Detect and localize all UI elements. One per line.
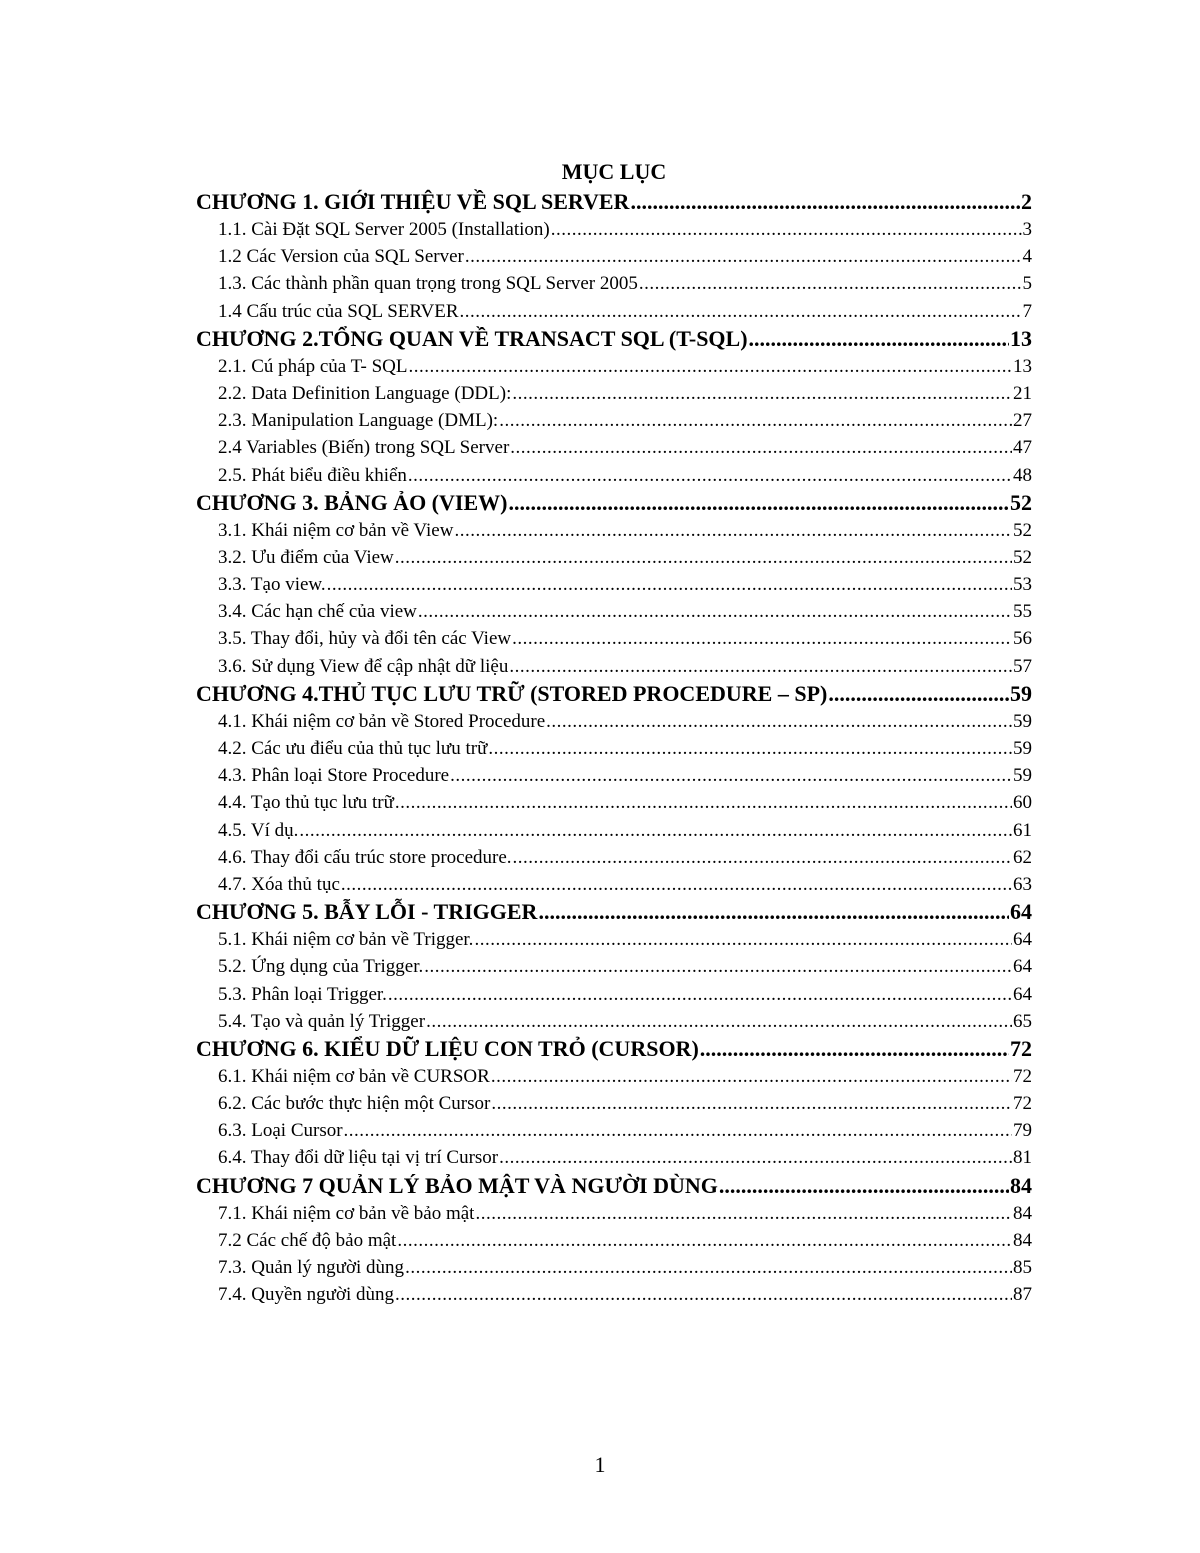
toc-section-title: 6.2. Các bước thực hiện một Cursor [218,1093,491,1115]
dot-leader [499,1144,1012,1171]
dot-leader [749,325,1009,353]
toc-section-entry[interactable] [196,1063,1032,1090]
dot-leader [512,380,1012,407]
toc-section-title: 5.3. Phân loại Trigger. [218,983,387,1005]
toc-section-page: 84 [1013,1229,1032,1251]
toc-section-entry[interactable] [196,517,1032,544]
dot-leader [327,571,1012,598]
toc-section-entry[interactable] [196,926,1032,953]
dot-leader [460,298,1022,325]
toc-chapter-page: 2 [1021,189,1032,214]
dot-leader [630,188,1020,216]
toc-chapter-entry[interactable] [196,325,1032,353]
toc-section-page: 62 [1013,846,1032,868]
toc-section-entry[interactable] [196,1254,1032,1281]
toc-section-entry[interactable] [196,762,1032,789]
toc-chapter-title: CHƯƠNG 1. GIỚI THIỆU VỀ SQL SERVER [196,189,630,214]
toc-section-page: 64 [1013,983,1032,1005]
table-of-contents [196,158,1032,1308]
toc-section-title: 4.3. Phân loại Store Procedure [218,765,450,787]
toc-section-title: 1.3. Các thành phần quan trọng trong SQL Server 2005 [218,273,638,295]
dot-leader [551,216,1022,243]
toc-section-title: 6.1. Khái niệm cơ bản về CURSOR [218,1065,490,1087]
toc-section-title: 3.4. Các hạn chế của view [218,601,417,623]
toc-chapter-page: 64 [1010,899,1032,925]
toc-section-page: 84 [1013,1202,1032,1224]
toc-section-entry[interactable] [196,789,1032,816]
toc-section-entry[interactable] [196,1281,1032,1308]
toc-section-entry[interactable] [196,953,1032,980]
toc-section-entry[interactable] [196,544,1032,571]
toc-section-title: 7.3. Quản lý người dùng [218,1257,405,1278]
toc-section-title: 4.4. Tạo thủ tục lưu trữ [218,792,394,814]
toc-section-page: 64 [1013,956,1032,978]
toc-chapter-entry[interactable] [196,680,1032,708]
toc-section-entry[interactable] [196,1008,1032,1035]
dot-leader [395,544,1012,571]
toc-section-entry[interactable] [196,298,1032,325]
toc-section-entry[interactable] [196,1227,1032,1254]
toc-section-entry[interactable] [196,380,1032,407]
toc-chapter-entry[interactable] [196,489,1032,517]
toc-title: MỤC LỤC [561,159,667,184]
toc-section-entry[interactable] [196,598,1032,625]
toc-chapter-title: CHƯƠNG 3. BẢNG ẢO (VIEW) [196,489,508,515]
toc-chapter-page: 84 [1010,1172,1032,1198]
toc-section-page: 85 [1013,1257,1032,1278]
dot-leader [491,1090,1012,1117]
toc-section-entry[interactable] [196,653,1032,680]
toc-chapter-title: CHƯƠNG 7 QUẢN LÝ BẢO MẬT VÀ NGƯỜI DÙNG [196,1172,718,1198]
dot-leader [700,1035,1009,1063]
toc-section-title: 6.4. Thay đổi dữ liệu tại vị trí Cursor [218,1147,499,1169]
dot-leader [828,680,1009,708]
toc-section-title: 1.4 Cấu trúc của SQL SERVER [218,300,459,322]
toc-section-title: 3.2. Ưu điểm của View [218,546,394,568]
toc-section-page: 59 [1013,710,1032,732]
dot-leader [510,434,1012,461]
dot-leader [408,462,1012,489]
toc-section-title: 3.3. Tạo view. [218,574,326,596]
toc-section-page: 72 [1013,1065,1032,1087]
toc-section-title: 3.6. Sử dụng View để cập nhật dữ liệu [218,655,509,677]
toc-section-page: 60 [1013,792,1032,814]
dot-leader [395,1281,1012,1308]
toc-section-page: 4 [1022,246,1032,268]
toc-section-entry[interactable] [196,817,1032,844]
toc-section-entry[interactable] [196,844,1032,871]
toc-section-entry[interactable] [196,871,1032,898]
toc-chapter-entry[interactable] [196,1035,1032,1063]
dot-leader [508,489,1009,517]
dot-leader [488,735,1012,762]
toc-section-entry[interactable] [196,571,1032,598]
toc-section-page: 72 [1013,1093,1032,1115]
toc-section-entry[interactable] [196,270,1032,297]
dot-leader [465,243,1022,270]
toc-section-page: 59 [1013,738,1032,759]
toc-section-title: 2.5. Phát biểu điều khiển [218,464,407,486]
dot-leader [397,1227,1012,1254]
toc-section-page: 87 [1013,1284,1032,1306]
toc-section-entry[interactable] [196,735,1032,762]
dot-leader [512,625,1012,652]
toc-section-title: 4.6. Thay đổi cấu trúc store procedure. [218,846,512,868]
toc-chapter-title: CHƯƠNG 5. BẪY LỖI - TRIGGER [196,899,538,925]
toc-section-title: 4.1. Khái niệm cơ bản về Stored Procedure [218,710,546,732]
toc-chapter-page: 13 [1010,325,1032,351]
toc-chapter-entry[interactable] [196,188,1032,216]
toc-chapter-page: 72 [1010,1035,1032,1061]
dot-leader [538,898,1009,926]
toc-section-entry[interactable] [196,1144,1032,1171]
toc-section-entry[interactable] [196,462,1032,489]
dot-leader [426,1008,1012,1035]
dot-leader [299,817,1012,844]
dot-leader [395,789,1012,816]
dot-leader [341,871,1012,898]
dot-leader [639,270,1022,297]
toc-section-title: 4.2. Các ưu điểu của thủ tục lưu trữ [218,738,488,759]
toc-section-title: 4.5. Ví dụ. [218,819,299,841]
toc-section-entry[interactable] [196,1117,1032,1144]
toc-section-page: 63 [1013,873,1032,895]
dot-leader [388,981,1012,1008]
toc-section-title: 1.2 Các Version của SQL Server [218,246,464,268]
toc-section-page: 56 [1013,628,1032,650]
toc-section-title: 4.7. Xóa thủ tục [218,873,340,895]
toc-section-title: 3.5. Thay đổi, hủy và đổi tên các View [218,628,512,650]
toc-section-page: 7 [1022,300,1032,322]
toc-section-page: 79 [1013,1120,1032,1142]
toc-section-title: 2.1. Cú pháp của T- SQL [218,355,408,377]
dot-leader [454,517,1012,544]
toc-body [196,188,1032,1308]
toc-section-page: 27 [1013,410,1032,432]
toc-section-title: 2.2. Data Definition Language (DDL): [218,382,512,404]
dot-leader [408,353,1012,380]
toc-chapter-title: CHƯƠNG 4.THỦ TỤC LƯU TRỮ (STORED PROCEDURE – SP) [196,680,828,706]
toc-section-entry[interactable] [196,1090,1032,1117]
toc-section-page: 65 [1013,1010,1032,1032]
toc-section-page: 21 [1013,382,1032,404]
toc-section-page: 61 [1013,819,1032,841]
toc-section-title: 7.1. Khái niệm cơ bản về bảo mật [218,1202,475,1224]
toc-section-page: 53 [1013,574,1032,596]
dot-leader [475,1200,1012,1227]
toc-section-entry[interactable] [196,216,1032,243]
toc-chapter-entry[interactable] [196,898,1032,926]
toc-section-page: 52 [1013,519,1032,541]
toc-section-page: 59 [1013,765,1032,787]
dot-leader [474,926,1012,953]
toc-section-page: 81 [1013,1147,1032,1169]
dot-leader [509,653,1012,680]
toc-section-title: 7.2 Các chế độ bảo mật [218,1229,397,1251]
dot-leader [424,953,1012,980]
toc-section-entry[interactable] [196,708,1032,735]
toc-section-page: 5 [1022,273,1032,295]
dot-leader [546,708,1012,735]
toc-section-title: 2.4 Variables (Biến) trong SQL Server [218,437,510,459]
toc-section-page: 52 [1013,546,1032,568]
toc-section-title: 1.1. Cài Đặt SQL Server 2005 (Installation) [218,219,550,240]
toc-section-page: 13 [1013,355,1032,377]
page-number: 1 [594,1452,606,1477]
toc-section-entry[interactable] [196,407,1032,434]
dot-leader [418,598,1012,625]
toc-section-title: 5.4. Tạo và quản lý Trigger [218,1010,426,1032]
dot-leader [719,1172,1009,1200]
toc-section-entry[interactable] [196,625,1032,652]
toc-section-entry[interactable] [196,434,1032,461]
toc-section-title: 7.4. Quyền người dùng [218,1284,395,1306]
toc-section-entry[interactable] [196,243,1032,270]
dot-leader [491,1063,1012,1090]
toc-section-title: 5.2. Ứng dụng của Trigger. [218,956,424,978]
toc-section-page: 3 [1022,219,1032,240]
toc-chapter-title: CHƯƠNG 2.TỔNG QUAN VỀ TRANSACT SQL (T-SQL) [196,325,748,351]
dot-leader [513,844,1012,871]
toc-section-title: 6.3. Loại Cursor [218,1120,343,1142]
toc-chapter-title: CHƯƠNG 6. KIỂU DỮ LIỆU CON TRỎ (CURSOR) [196,1035,699,1061]
toc-section-title: 3.1. Khái niệm cơ bản về View [218,519,454,541]
toc-chapter-page: 52 [1010,489,1032,515]
toc-section-title: 5.1. Khái niệm cơ bản về Trigger. [218,929,474,951]
toc-section-page: 47 [1013,437,1032,459]
dot-leader [344,1117,1012,1144]
toc-section-entry[interactable] [196,353,1032,380]
toc-section-page: 57 [1013,655,1032,677]
toc-section-entry[interactable] [196,1200,1032,1227]
dot-leader [499,407,1012,434]
toc-section-page: 64 [1013,929,1032,951]
toc-section-page: 48 [1013,464,1032,486]
dot-leader [450,762,1012,789]
toc-chapter-page: 59 [1010,680,1032,706]
dot-leader [405,1254,1012,1281]
toc-section-title: 2.3. Manipulation Language (DML): [218,410,499,432]
toc-section-entry[interactable] [196,981,1032,1008]
toc-section-page: 55 [1013,601,1032,623]
toc-chapter-entry[interactable] [196,1172,1032,1200]
